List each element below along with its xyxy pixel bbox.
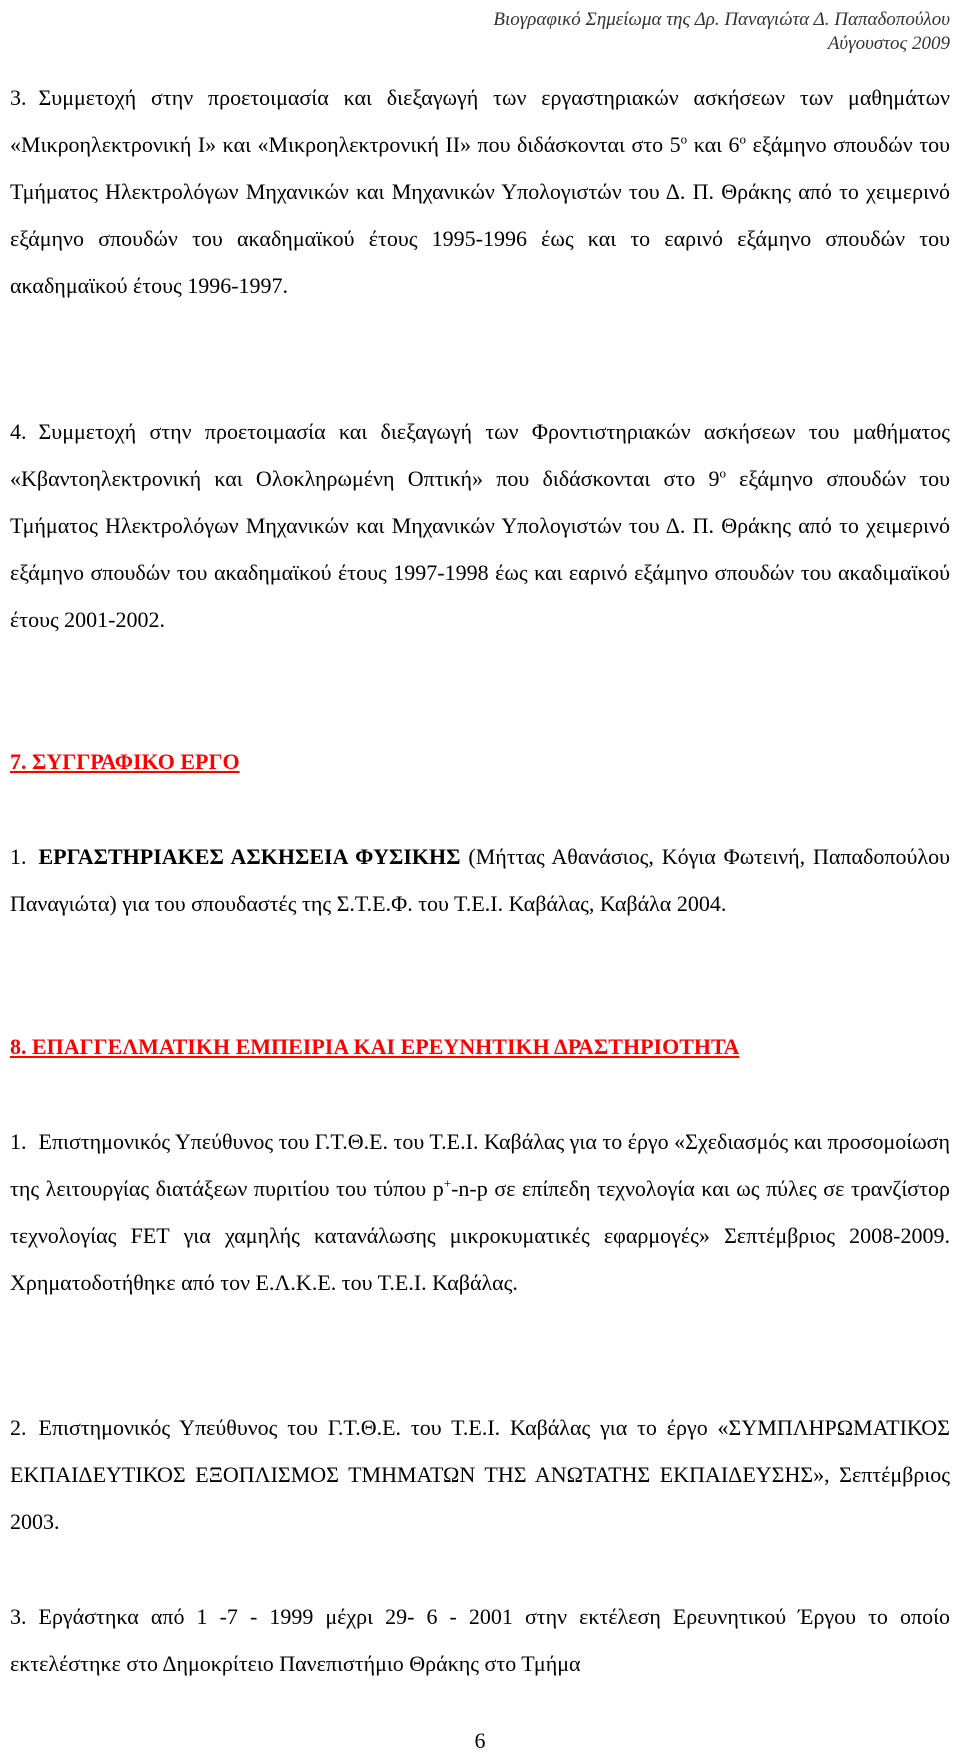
item-text: εξάμηνο σπουδών του Τμήματος Ηλεκτρολόγων Μηχανικών και Μηχανικών Υπολογιστών του Δ. Π. Θράκης από το χειμερινό εξάμηνο σπουδών του ακαδημαϊκού έτους 1997-1998 έως και εαρινό εξάμηνο σπουδών του ακαδιμαϊκού έτους 2001-2002. bbox=[10, 466, 950, 632]
running-header bbox=[493, 8, 950, 56]
item-number: 2. bbox=[10, 1415, 27, 1440]
item-text: -n-p σε επίπεδη τεχνολογία και ως πύλες σε τρανζίστορ τεχνολογίας FET για χαμηλής κατανάλωσης μικροκυματικές εφαρμογές» Σεπτέμβριος 2008-2009. Χρηματοδοτήθηκε από τον Ε.Λ.Κ.Ε. του Τ.Ε.Ι. Καβάλας. bbox=[10, 1176, 950, 1295]
experience-item-1 bbox=[10, 1118, 950, 1306]
writing-item-1 bbox=[10, 833, 950, 927]
item-text: και 6 bbox=[687, 132, 740, 157]
item-text: Εργάστηκα από 1 -7 - 1999 μέχρι 29- 6 - 2001 στην εκτέλεση Ερευνητικού Έργου το οποίο εκτελέστηκε στο Δημοκρίτειο Πανεπιστήμιο Θράκης στο Τμήμα bbox=[10, 1604, 950, 1676]
superscript: ο bbox=[719, 465, 726, 481]
item-number: 3. bbox=[10, 85, 27, 110]
item-number: 3. bbox=[10, 1604, 27, 1629]
header-title: Βιογραφικό Σημείωμα της Δρ. Παναγιώτα Δ. Παπαδοπούλου bbox=[493, 9, 950, 30]
page-number: 6 bbox=[474, 1728, 486, 1753]
item-text: Επιστημονικός Υπεύθυνος του Γ.Τ.Θ.Ε. του Τ.Ε.Ι. Καβάλας για το έργο «ΣΥΜΠΛΗΡΩΜΑΤΙΚΟΣ ΕΚΠΑΙΔΕΥΤΙΚΟΣ ΕΞΟΠΛΙΣΜΟΣ ΤΜΗΜΑΤΩΝ ΤΗΣ ΑΝΩΤΑΤΗΣ ΕΚΠΑΙΔΕΥΣΗΣ», Σεπτέμβριος 2003. bbox=[10, 1415, 950, 1534]
item-number: 1. bbox=[10, 844, 27, 869]
item-title: ΕΡΓΑΣΤΗΡΙΑΚΕΣ ΑΣΚΗΣΕΙΑ ΦΥΣΙΚΗΣ bbox=[38, 844, 461, 869]
superscript: ο bbox=[739, 131, 747, 147]
section-7-heading: 7. ΣΥΓΓΡΑΦΙΚΟ ΕΡΓΟ bbox=[10, 749, 240, 774]
item-text: Επιστημονικός Υπεύθυνος του Γ.Τ.Θ.Ε. του Τ.Ε.Ι. Καβάλας για το έργο «Σχεδιασμός και προσομοίωση της λειτουργίας διατάξεων πυριτίου του τύπου p bbox=[10, 1129, 950, 1201]
experience-item-3 bbox=[10, 1593, 950, 1687]
section-8-heading: 8. ΕΠΑΓΓΕΛΜΑΤΙΚΗ ΕΜΠΕΙΡΙΑ ΚΑΙ ΕΡΕΥΝΗΤΙΚΗ ΔΡΑΣΤΗΡΙΟΤΗΤΑ bbox=[10, 1034, 740, 1059]
item-number: 1. bbox=[10, 1129, 27, 1154]
item-text: Συμμετοχή στην προετοιμασία και διεξαγωγή των Φροντιστηριακών ασκήσεων του μαθήματος «Κβαντοηλεκτρονική και Ολοκληρωμένη Οπτική» που διδάσκονται στο 9 bbox=[10, 419, 950, 491]
teaching-item-3 bbox=[10, 74, 950, 309]
experience-item-2 bbox=[10, 1404, 950, 1545]
item-text: Συμμετοχή στην προετοιμασία και διεξαγωγή των εργαστηριακών ασκήσεων των μαθημάτων «Μικροηλεκτρονική Ι» και «Μικροηλεκτρονική ΙΙ» που διδάσκονται στο 5 bbox=[10, 85, 950, 157]
header-date: Αύγουστος 2009 bbox=[827, 33, 950, 54]
item-text: (Μήττας Αθανάσιος, Κόγια Φωτεινή, Παπαδοπούλου Παναγιώτα) για του σπουδαστές της Σ.Τ.Ε.Φ. του Τ.Ε.Ι. Καβάλας, Καβάλα 2004. bbox=[10, 844, 950, 916]
item-number: 4. bbox=[10, 419, 27, 444]
superscript: + bbox=[443, 1175, 452, 1191]
teaching-item-4 bbox=[10, 408, 950, 643]
superscript: ο bbox=[680, 131, 688, 147]
item-text: εξάμηνο σπουδών του Τμήματος Ηλεκτρολόγων Μηχανικών και Μηχανικών Υπολογιστών του Δ. Π. Θράκης από το χειμερινό εξάμηνο σπουδών του ακαδημαϊκού έτους 1995-1996 έως και το εαρινό εξάμηνο σπουδών του ακαδημαϊκού έτους 1996-1997. bbox=[10, 132, 950, 298]
